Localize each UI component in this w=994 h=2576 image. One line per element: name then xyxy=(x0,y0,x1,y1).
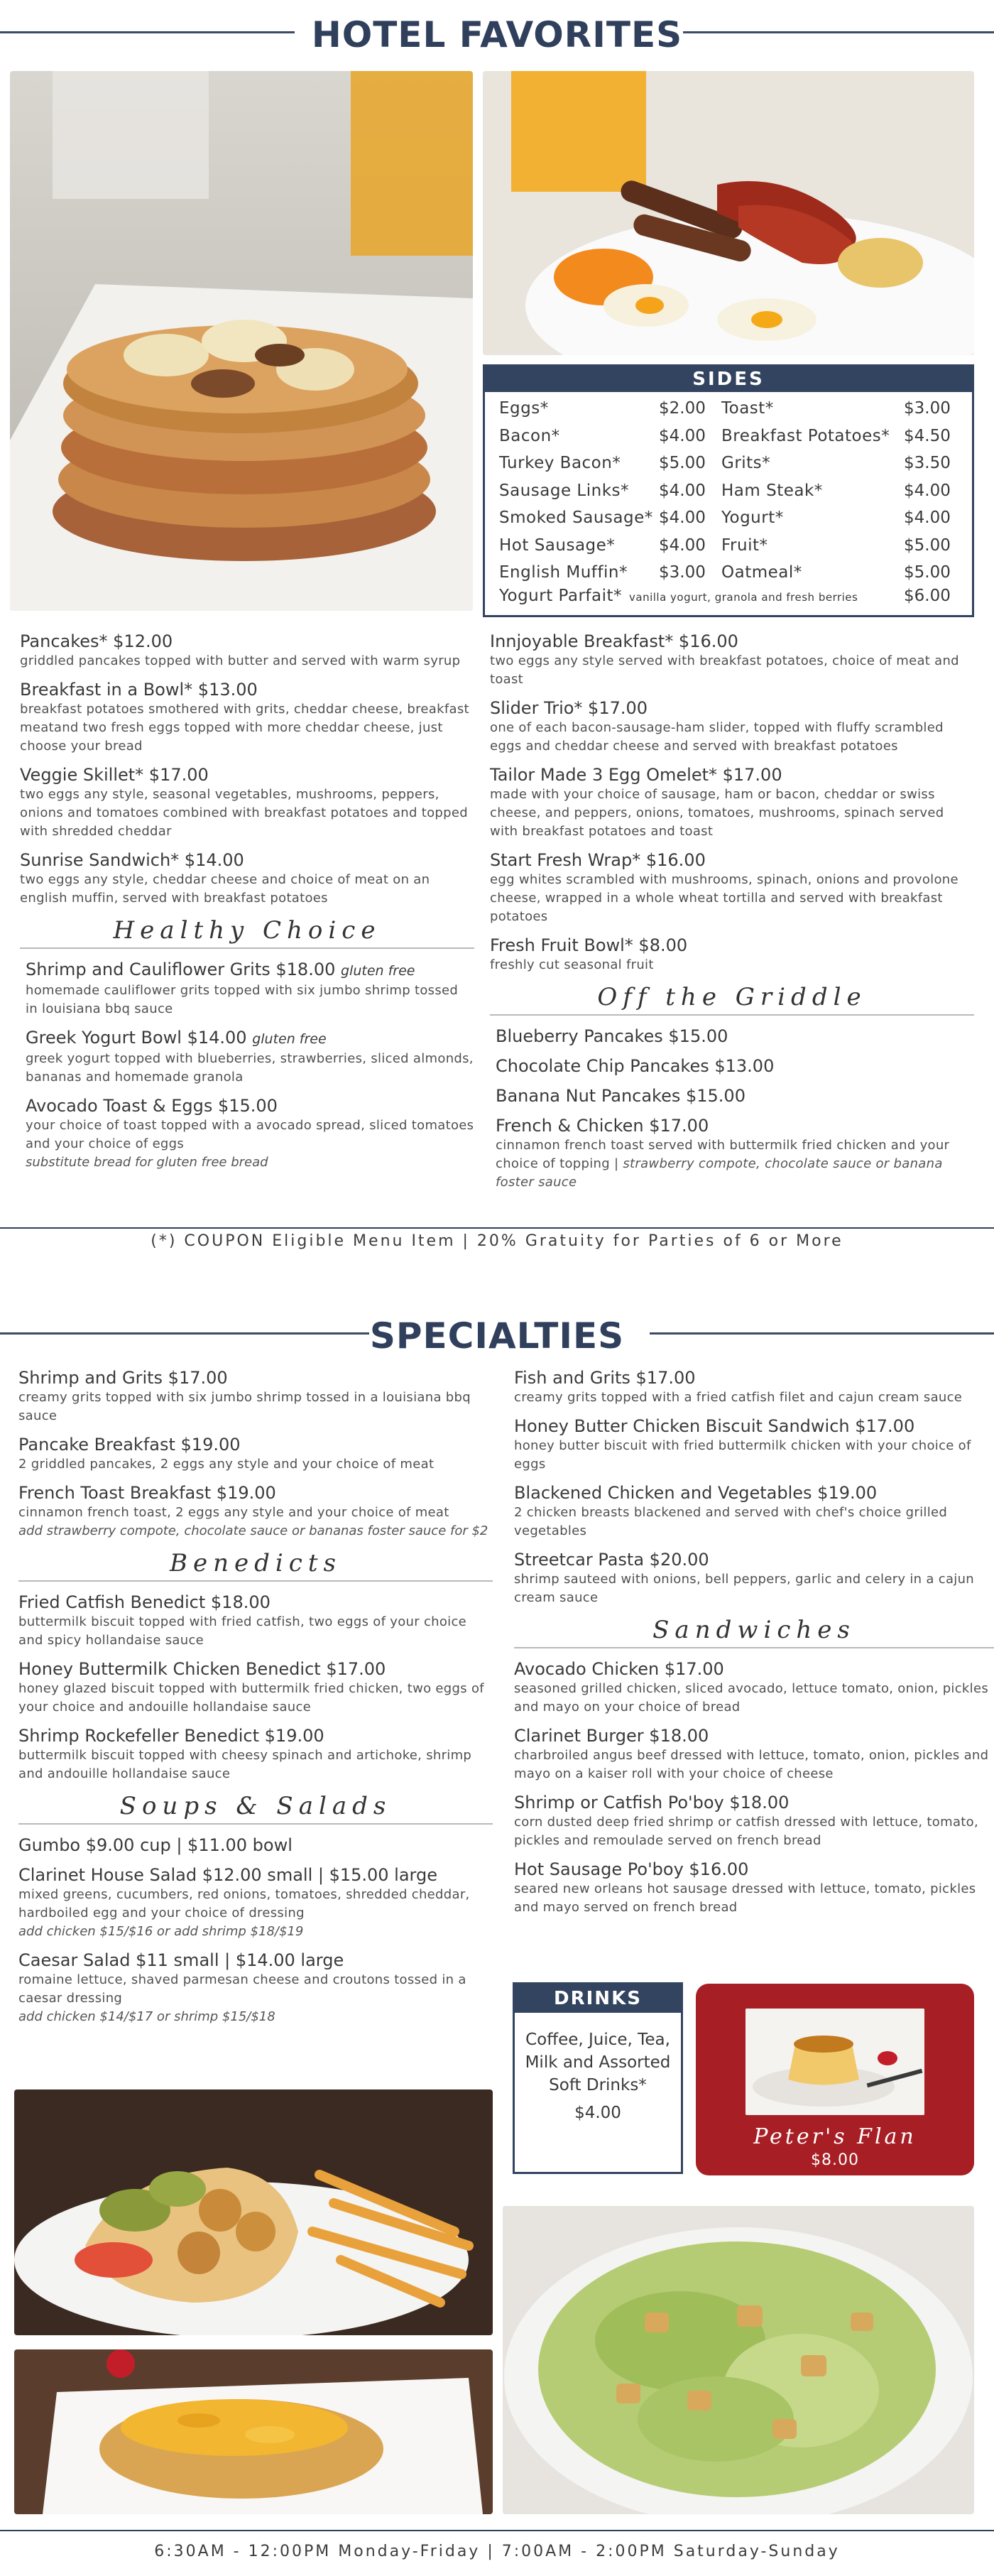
item-description-text: charbroiled angus beef dressed with lettuce, tomato, onion, pickles and mayo on a kaiser roll with your choice of cheese xyxy=(514,1748,989,1781)
menu-item xyxy=(18,1482,493,1540)
item-name-text: Breakfast in a Bowl* $13.00 xyxy=(20,680,258,700)
item-description-text: your choice of toast topped with a avocado spread, sliced tomatoes and your choice of eggs xyxy=(26,1118,474,1151)
hotel-right-column xyxy=(490,631,974,1200)
item-description xyxy=(514,1504,994,1540)
item-description xyxy=(514,1388,994,1407)
item-name-text: Chocolate Chip Pancakes $13.00 xyxy=(496,1056,775,1076)
item-name xyxy=(18,1864,493,1886)
menu-item xyxy=(514,1549,994,1607)
item-name xyxy=(18,1434,493,1455)
soups-title: Soups & Salads xyxy=(119,1792,392,1820)
item-name xyxy=(514,1415,994,1437)
item-name xyxy=(490,631,974,652)
side-price: $4.00 xyxy=(659,509,706,527)
side-name: Fruit* xyxy=(721,536,768,555)
item-name-text: French Toast Breakfast $19.00 xyxy=(18,1483,276,1503)
item-name xyxy=(18,1658,493,1680)
benedicts-rule xyxy=(18,1580,493,1582)
item-description xyxy=(490,871,974,926)
side-price: $3.00 xyxy=(904,399,951,418)
caesar-salad-photo xyxy=(503,2206,974,2514)
item-name-text: Innjoyable Breakfast* $16.00 xyxy=(490,631,738,651)
menu-item xyxy=(490,849,974,926)
item-name xyxy=(496,1026,974,1047)
item-description-text: two eggs any style, seasonal vegetables, mushrooms, peppers, onions and tomatoes combined with breakfast potatoes and topped with shredded cheddar xyxy=(20,787,468,839)
item-name xyxy=(490,849,974,871)
item-name xyxy=(490,697,974,719)
hours-rule xyxy=(0,2530,994,2531)
side-price: $4.00 xyxy=(904,509,951,527)
item-name-text: Greek Yogurt Bowl $14.00 xyxy=(26,1028,247,1048)
item-description xyxy=(18,1455,493,1474)
side-name: Oatmeal* xyxy=(721,563,802,582)
menu-item xyxy=(490,764,974,841)
side-name: Bacon* xyxy=(499,426,560,445)
side-name: Hot Sausage* xyxy=(499,536,616,555)
item-name xyxy=(514,1482,994,1504)
menu-item xyxy=(490,697,974,756)
menu-item xyxy=(514,1792,994,1850)
soups-heading xyxy=(18,1792,493,1827)
menu-item xyxy=(18,1434,493,1474)
side-price: $2.00 xyxy=(659,399,706,418)
side-name: Breakfast Potatoes* xyxy=(721,426,890,445)
menu-item xyxy=(496,1026,974,1047)
flan-price: $8.00 xyxy=(811,2151,859,2169)
sandwiches-title: Sandwiches xyxy=(652,1616,856,1644)
item-description-text: mixed greens, cucumbers, red onions, tomatoes, shredded cheddar, hardboiled egg and your choice of dressing xyxy=(18,1887,470,1920)
menu-item xyxy=(496,1085,974,1107)
sandwiches-heading xyxy=(514,1616,994,1651)
item-description-text: creamy grits topped with a fried catfish filet and cajun cream sauce xyxy=(514,1390,963,1405)
item-description-text: honey glazed biscuit topped with buttermilk fried chicken, two eggs of your choice and andouille hollandaise sauce xyxy=(18,1681,484,1714)
specialties-header xyxy=(0,1311,994,1357)
item-description xyxy=(18,1746,493,1783)
item-name-text: Shrimp or Catfish Po'boy $18.00 xyxy=(514,1793,790,1813)
item-description xyxy=(490,786,974,841)
menu-item xyxy=(20,764,474,841)
hotel-favorites-title: HOTEL FAVORITES xyxy=(311,14,683,55)
menu-item xyxy=(490,935,974,974)
sides-box xyxy=(483,364,974,617)
item-description xyxy=(18,1886,493,1923)
item-name xyxy=(18,1367,493,1388)
item-description xyxy=(490,652,974,689)
item-description xyxy=(514,1880,994,1917)
side-price: $5.00 xyxy=(904,563,951,582)
item-name-text: Start Fresh Wrap* $16.00 xyxy=(490,850,706,870)
menu-item xyxy=(18,1367,493,1425)
side-price: $5.00 xyxy=(659,454,706,472)
flan-photo xyxy=(746,2009,924,2115)
item-description-text: 2 griddled pancakes, 2 eggs any style and your choice of meat xyxy=(18,1457,435,1472)
menu-item xyxy=(18,1592,493,1650)
healthy-choice-heading xyxy=(20,916,474,952)
item-description-text: shrimp sauteed with onions, bell peppers, garlic and celery in a cajun cream sauce xyxy=(514,1572,974,1605)
menu-item xyxy=(514,1859,994,1917)
menu-item xyxy=(20,849,474,908)
item-name-text: Slider Trio* $17.00 xyxy=(490,698,648,718)
poboy-photo xyxy=(14,2089,493,2335)
coupon-note: (*) COUPON Eligible Menu Item | 20% Gratuity for Parties of 6 or More xyxy=(151,1232,843,1250)
item-name-text: Avocado Chicken $17.00 xyxy=(514,1659,724,1679)
healthy-choice-title: Healthy Choice xyxy=(113,916,381,945)
specialties-title: SPECIALTIES xyxy=(369,1315,625,1357)
item-name-text: Clarinet House Salad $12.00 small | $15.00 large xyxy=(18,1865,438,1885)
item-name-text: Pancakes* $12.00 xyxy=(20,631,173,651)
menu-item xyxy=(496,1115,974,1192)
item-description-text: 2 chicken breasts blackened and served with chef's choice grilled vegetables xyxy=(514,1505,948,1538)
item-name-text: Blueberry Pancakes $15.00 xyxy=(496,1026,728,1046)
item-description xyxy=(20,871,474,908)
side-name: Toast* xyxy=(721,399,774,418)
item-name xyxy=(514,1367,994,1388)
menu-item xyxy=(514,1482,994,1540)
item-description-text: creamy grits topped with six jumbo shrimp tossed in a louisiana bbq sauce xyxy=(18,1390,471,1423)
hours-note: 6:30AM - 12:00PM Monday-Friday | 7:00AM - 2:00PM Saturday-Sunday xyxy=(154,2543,840,2560)
menu-item xyxy=(26,1095,474,1172)
flan-card xyxy=(696,1984,974,2175)
item-description xyxy=(26,982,474,1018)
item-name-text: Honey Butter Chicken Biscuit Sandwich $17.00 xyxy=(514,1416,915,1436)
griddle-rule xyxy=(490,1014,974,1016)
drinks-price: $4.00 xyxy=(574,2104,621,2122)
item-name-text: Sunrise Sandwich* $14.00 xyxy=(20,850,244,870)
catfish-photo xyxy=(14,2349,493,2514)
healthy-choice-rule xyxy=(20,947,474,949)
item-description-text: cinnamon french toast, 2 eggs any style and your choice of meat xyxy=(18,1505,449,1520)
item-name xyxy=(20,679,474,700)
side-note: vanilla yogurt, granola and fresh berries xyxy=(629,590,858,604)
side-price: $4.50 xyxy=(904,426,951,445)
item-name xyxy=(20,849,474,871)
item-name-text: Banana Nut Pancakes $15.00 xyxy=(496,1086,746,1106)
item-name-text: Avocado Toast & Eggs $15.00 xyxy=(26,1096,278,1116)
item-name xyxy=(496,1055,974,1077)
item-name xyxy=(18,1482,493,1504)
item-description xyxy=(514,1570,994,1607)
sides-header: SIDES xyxy=(485,366,972,392)
benedicts-heading xyxy=(18,1549,493,1585)
item-name-text: Blackened Chicken and Vegetables $19.00 xyxy=(514,1483,878,1503)
item-name xyxy=(26,959,474,982)
item-description-text: two eggs any style served with breakfast potatoes, choice of meat and toast xyxy=(490,653,959,687)
item-name xyxy=(20,631,474,652)
item-description xyxy=(514,1680,994,1717)
item-name-text: Shrimp Rockefeller Benedict $19.00 xyxy=(18,1726,324,1746)
item-description-text: homemade cauliflower grits topped with six jumbo shrimp tossed in louisiana bbq sauce xyxy=(26,983,459,1016)
item-description xyxy=(18,1388,493,1425)
menu-item xyxy=(18,1950,493,2026)
item-name xyxy=(514,1859,994,1880)
side-price: $3.00 xyxy=(659,563,706,582)
drinks-header: DRINKS xyxy=(515,1984,681,2013)
item-description-text: buttermilk biscuit topped with fried catfish, two eggs of your choice and spicy hollandaise sauce xyxy=(18,1614,467,1648)
item-name xyxy=(26,1027,474,1050)
drinks-box xyxy=(513,1982,683,2174)
item-name-text: French & Chicken $17.00 xyxy=(496,1116,709,1136)
item-description xyxy=(490,719,974,756)
sandwiches-rule xyxy=(514,1647,994,1648)
item-name xyxy=(514,1658,994,1680)
item-name-text: Gumbo $9.00 cup | $11.00 bowl xyxy=(18,1835,293,1855)
side-price: $6.00 xyxy=(904,586,951,605)
item-name-text: Hot Sausage Po'boy $16.00 xyxy=(514,1859,749,1879)
drinks-description: Coffee, Juice, Tea, Milk and Assorted Soft Drinks* xyxy=(525,2031,671,2094)
specialties-left-column xyxy=(18,1367,493,2035)
item-description xyxy=(26,1116,474,1153)
item-description xyxy=(18,1680,493,1717)
pancakes-photo xyxy=(10,71,473,611)
item-note: add chicken $14/$17 or shrimp $15/$18 xyxy=(18,2009,275,2024)
item-description xyxy=(496,1136,974,1192)
item-description-text: one of each bacon-sausage-ham slider, topped with fluffy scrambled eggs and cheddar cheese and served with breakfast potatoes xyxy=(490,720,944,754)
item-description-text: buttermilk biscuit topped with cheesy spinach and artichoke, shrimp and andouille hollandaise sauce xyxy=(18,1748,472,1781)
griddle-heading xyxy=(490,983,974,1018)
item-name xyxy=(490,764,974,786)
item-description-text: romaine lettuce, shaved parmesan cheese and croutons tossed in a caesar dressing xyxy=(18,1972,466,2006)
item-name xyxy=(496,1115,974,1136)
item-note: strawberry compote, chocolate sauce or banana foster sauce xyxy=(496,1156,943,1190)
item-description-text: two eggs any style, cheddar cheese and choice of meat on an english muffin, served with breakfast potatoes xyxy=(20,872,430,906)
side-name: Sausage Links* xyxy=(499,481,629,500)
item-description xyxy=(18,1971,493,2008)
menu-item xyxy=(496,1055,974,1077)
item-name xyxy=(18,1835,493,1856)
item-name xyxy=(26,1095,474,1116)
item-description xyxy=(514,1437,994,1474)
item-description xyxy=(18,1613,493,1650)
item-description xyxy=(20,786,474,841)
item-description-text: freshly cut seasonal fruit xyxy=(490,957,654,972)
side-name: Smoked Sausage* xyxy=(499,509,653,527)
item-name xyxy=(514,1725,994,1746)
specialties-right-column xyxy=(514,1367,994,1925)
item-description-text: cinnamon french toast served with buttermilk fried chicken and your choice of topping | xyxy=(496,1138,950,1171)
item-description xyxy=(490,956,974,974)
item-name xyxy=(496,1085,974,1107)
side-name: English Muffin* xyxy=(499,563,628,582)
item-name-text: Shrimp and Grits $17.00 xyxy=(18,1368,228,1388)
flan-title: Peter's Flan xyxy=(753,2124,917,2149)
menu-item xyxy=(514,1367,994,1407)
item-description xyxy=(18,1504,493,1522)
item-name xyxy=(18,1592,493,1613)
item-description xyxy=(514,1746,994,1783)
item-note: add strawberry compote, chocolate sauce or bananas foster sauce for $2 xyxy=(18,1523,488,1538)
menu-item xyxy=(18,1864,493,1941)
item-description-text: made with your choice of sausage, ham or bacon, cheddar or swiss cheese, and peppers, onions, tomatoes, mushrooms, spinach served with breakfast potatoes and toast xyxy=(490,787,944,839)
item-description xyxy=(26,1050,474,1087)
side-name: Grits* xyxy=(721,454,771,472)
item-name xyxy=(18,1725,493,1746)
item-description-text: griddled pancakes topped with butter and served with warm syrup xyxy=(20,653,461,668)
coupon-rule xyxy=(0,1227,994,1229)
griddle-title: Off the Griddle xyxy=(597,983,867,1011)
item-name-text: Fried Catfish Benedict $18.00 xyxy=(18,1592,271,1612)
item-tag: gluten free xyxy=(252,1031,327,1047)
item-name xyxy=(18,1950,493,1971)
menu-item xyxy=(18,1658,493,1717)
menu-item xyxy=(514,1658,994,1717)
breakfast-plate-photo xyxy=(483,71,974,355)
item-name-text: Tailor Made 3 Egg Omelet* $17.00 xyxy=(490,765,782,785)
benedicts-title: Benedicts xyxy=(170,1549,342,1577)
item-description-text: corn dusted deep fried shrimp or catfish dressed with lettuce, tomato, pickles and remoulade served on french bread xyxy=(514,1815,978,1848)
menu-item xyxy=(490,631,974,689)
item-name-text: Honey Buttermilk Chicken Benedict $17.00 xyxy=(18,1659,386,1679)
side-price: $5.00 xyxy=(904,536,951,555)
item-description xyxy=(20,700,474,756)
item-description-text: seasoned grilled chicken, sliced avocado, lettuce tomato, onion, pickles and mayo on your choice of bread xyxy=(514,1681,988,1714)
side-price: $3.50 xyxy=(904,454,951,472)
item-name-text: Shrimp and Cauliflower Grits $18.00 xyxy=(26,960,336,979)
item-description-text: honey butter biscuit with fried buttermilk chicken with your choice of eggs xyxy=(514,1438,971,1472)
item-name xyxy=(490,935,974,956)
item-note: add chicken $15/$16 or add shrimp $18/$19 xyxy=(18,1924,304,1939)
side-name: Yogurt Parfait* xyxy=(499,586,623,605)
item-description-text: greek yogurt topped with blueberries, strawberries, sliced almonds, bananas and homemade granola xyxy=(26,1051,474,1085)
item-name xyxy=(514,1792,994,1813)
item-name-text: Pancake Breakfast $19.00 xyxy=(18,1435,241,1455)
side-price: $4.00 xyxy=(659,536,706,555)
item-description-text: breakfast potatoes smothered with grits, cheddar cheese, breakfast meatand two fresh eggs topped with more cheddar cheese, just choose your bread xyxy=(20,702,469,754)
item-description-text: egg whites scrambled with mushrooms, spinach, onions and provolone cheese, wrapped in a whole wheat tortilla and served with breakfast potatoes xyxy=(490,872,958,924)
side-price: $4.00 xyxy=(659,426,706,445)
item-description xyxy=(20,652,474,670)
side-price: $4.00 xyxy=(659,481,706,500)
item-description-text: seared new orleans hot sausage dressed with lettuce, tomato, pickles and mayo served on french bread xyxy=(514,1881,976,1915)
item-name xyxy=(20,764,474,786)
item-name-text: Fish and Grits $17.00 xyxy=(514,1368,696,1388)
menu-item xyxy=(20,679,474,756)
item-name-text: Fresh Fruit Bowl* $8.00 xyxy=(490,935,688,955)
menu-item xyxy=(26,1027,474,1087)
side-name: Yogurt* xyxy=(721,509,784,527)
hotel-left-column xyxy=(20,631,474,1180)
item-name-text: Veggie Skillet* $17.00 xyxy=(20,765,209,785)
item-tag: gluten free xyxy=(341,963,415,979)
side-price: $4.00 xyxy=(904,481,951,500)
menu-item xyxy=(26,959,474,1018)
item-name-text: Clarinet Burger $18.00 xyxy=(514,1726,709,1746)
menu-item xyxy=(514,1725,994,1783)
item-name xyxy=(514,1549,994,1570)
item-name-text: Caesar Salad $11 small | $14.00 large xyxy=(18,1950,344,1970)
item-name-text: Streetcar Pasta $20.00 xyxy=(514,1550,709,1570)
menu-item xyxy=(514,1415,994,1474)
item-note: substitute bread for gluten free bread xyxy=(26,1155,268,1170)
side-name: Turkey Bacon* xyxy=(499,454,621,472)
menu-item xyxy=(18,1835,493,1856)
menu-item xyxy=(20,631,474,670)
item-description xyxy=(514,1813,994,1850)
side-name: Ham Steak* xyxy=(721,481,823,500)
menu-item xyxy=(18,1725,493,1783)
soups-rule xyxy=(18,1823,493,1825)
hotel-favorites-header xyxy=(0,10,994,53)
side-name: Eggs* xyxy=(499,399,549,418)
